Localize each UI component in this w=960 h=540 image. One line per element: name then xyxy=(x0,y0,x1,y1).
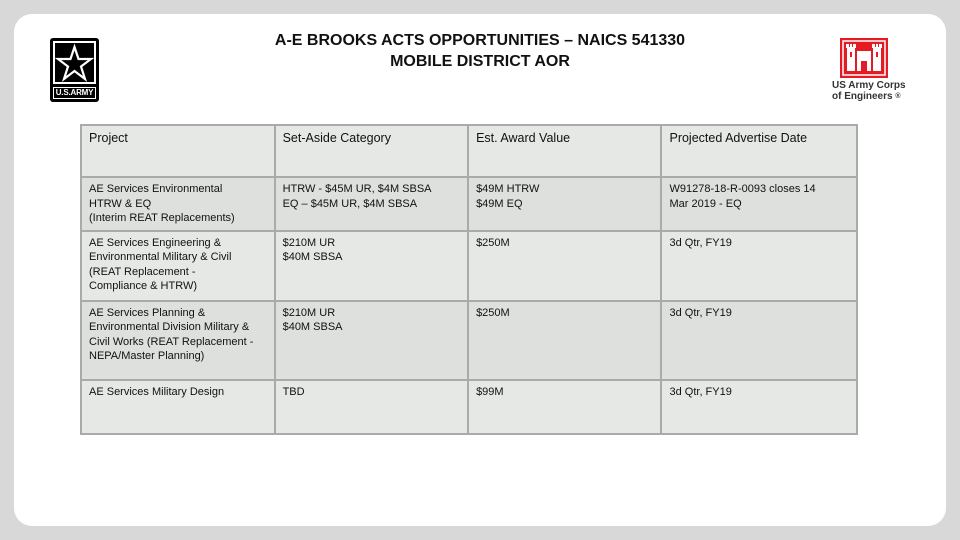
cell-advertise-date: 3d Qtr, FY19 xyxy=(661,380,857,434)
page-title xyxy=(0,30,960,72)
cell-set-aside: TBD xyxy=(275,380,468,434)
cell-award-value: $99M xyxy=(468,380,661,434)
table-row xyxy=(81,380,857,434)
cell-project: AE Services Engineering & Environmental Military & Civil (REAT Replacement - Compliance & HTRW) xyxy=(81,231,275,301)
cell-advertise-date: 3d Qtr, FY19 xyxy=(661,231,857,301)
cell-award-value: $250M xyxy=(468,301,661,380)
cell-advertise-date: W91278-18-R-0093 closes 14 Mar 2019 - EQ xyxy=(661,177,857,231)
header-award-value: Est. Award Value xyxy=(468,125,661,177)
table-header-row xyxy=(81,125,857,177)
cell-award-value: $49M HTRW $49M EQ xyxy=(468,177,661,231)
cell-set-aside: $210M UR $40M SBSA xyxy=(275,301,468,380)
header-project: Project xyxy=(81,125,275,177)
table-row xyxy=(81,177,857,231)
cell-advertise-date: 3d Qtr, FY19 xyxy=(661,301,857,380)
title-line-1: A-E BROOKS ACTS OPPORTUNITIES – NAICS 541330 xyxy=(274,32,686,49)
table-row xyxy=(81,301,857,380)
cell-award-value: $250M xyxy=(468,231,661,301)
header-set-aside: Set-Aside Category xyxy=(275,125,468,177)
table-row xyxy=(81,231,857,301)
cell-project: AE Services Military Design xyxy=(81,380,275,434)
title-line-2: MOBILE DISTRICT AOR xyxy=(390,53,570,70)
cell-set-aside: $210M UR $40M SBSA xyxy=(275,231,468,301)
cell-project: AE Services Environmental HTRW & EQ (Interim REAT Replacements) xyxy=(81,177,275,231)
cell-project: AE Services Planning & Environmental Division Military & Civil Works (REAT Replacement - NEPA/Master Planning) xyxy=(81,301,275,380)
army-logo-label: U.S.ARMY xyxy=(53,87,96,99)
opportunities-table xyxy=(80,124,858,435)
usace-logo-label: US Army Corps of Engineers ® xyxy=(832,80,906,102)
header-advertise-date: Projected Advertise Date xyxy=(661,125,857,177)
castle-icon xyxy=(840,38,888,78)
cell-set-aside: HTRW - $45M UR, $4M SBSA EQ – $45M UR, $4M SBSA xyxy=(275,177,468,231)
